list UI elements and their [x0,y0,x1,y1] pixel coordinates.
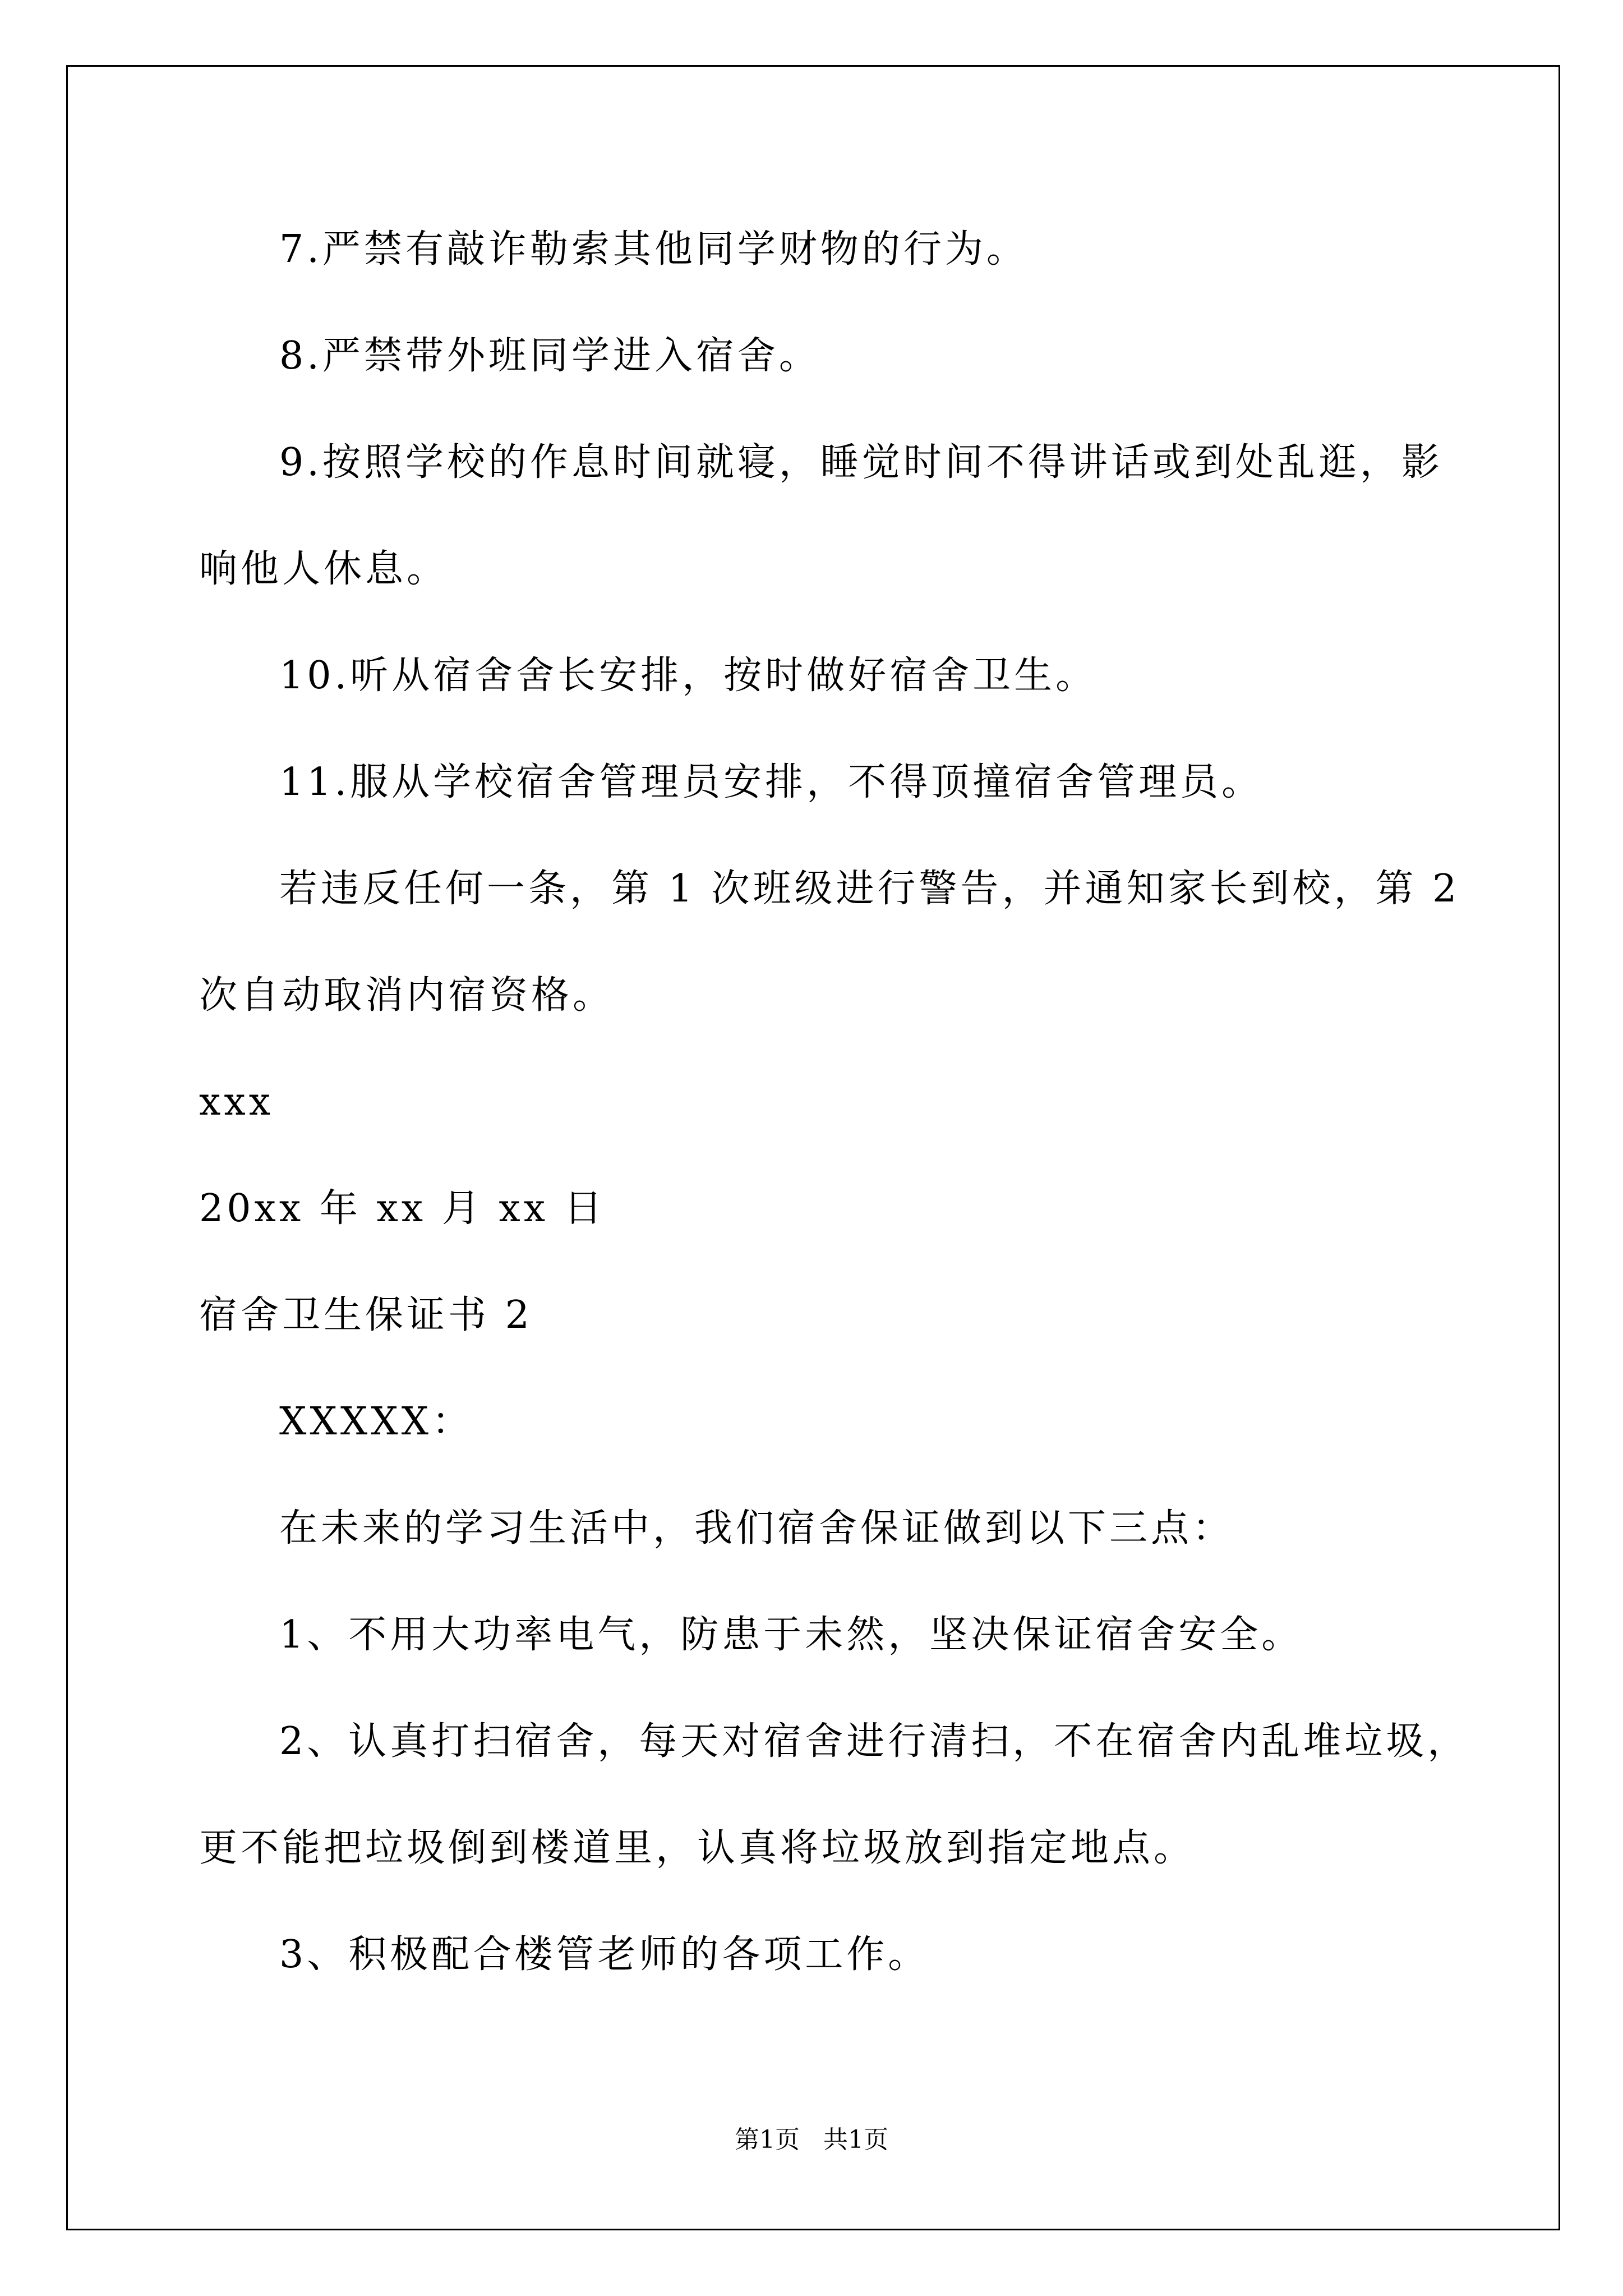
penalty-line-2: 次自动取消内宿资格。 [199,973,615,1018]
pledge-2-line-1: 2、认真打扫宿舍，每天对宿舍进行清扫，不在宿舍内乱堆垃圾， [279,1719,1469,1764]
rule-9-line-2: 响他人休息。 [199,547,449,591]
rule-11: 11.服从学校宿舍管理员安排，不得顶撞宿舍管理员。 [279,760,1264,804]
salutation: XXXXX： [279,1400,474,1444]
signature-name: xxx [199,1080,274,1124]
rule-8: 8.严禁带外班同学进入宿舍。 [279,334,820,378]
page-footer: 第1页 共1页 [735,2125,888,2154]
pledge-3: 3、积极配合楼管老师的各项工作。 [279,1932,930,1977]
signature-date: 20xx 年 xx 月 xx 日 [199,1186,606,1231]
rule-10: 10.听从宿舍舍长安排，按时做好宿舍卫生。 [279,654,1098,698]
penalty-line-1: 若违反任何一条，第 1 次班级进行警告，并通知家长到校，第 2 [279,867,1460,911]
rule-9-line-1: 9.按照学校的作息时间就寝，睡觉时间不得讲话或到处乱逛，影 [279,440,1443,485]
pledge-1: 1、不用大功率电气，防患于未然，坚决保证宿舍安全。 [279,1613,1303,1657]
page-border [66,65,1560,2230]
intro-paragraph: 在未来的学习生活中，我们宿舍保证做到以下三点： [279,1506,1234,1550]
pledge-2-line-2: 更不能把垃圾倒到楼道里，认真将垃圾放到指定地点。 [199,1826,1196,1870]
section-title: 宿舍卫生保证书 2 [199,1293,533,1337]
rule-7: 7.严禁有敲诈勒索其他同学财物的行为。 [279,227,1028,272]
